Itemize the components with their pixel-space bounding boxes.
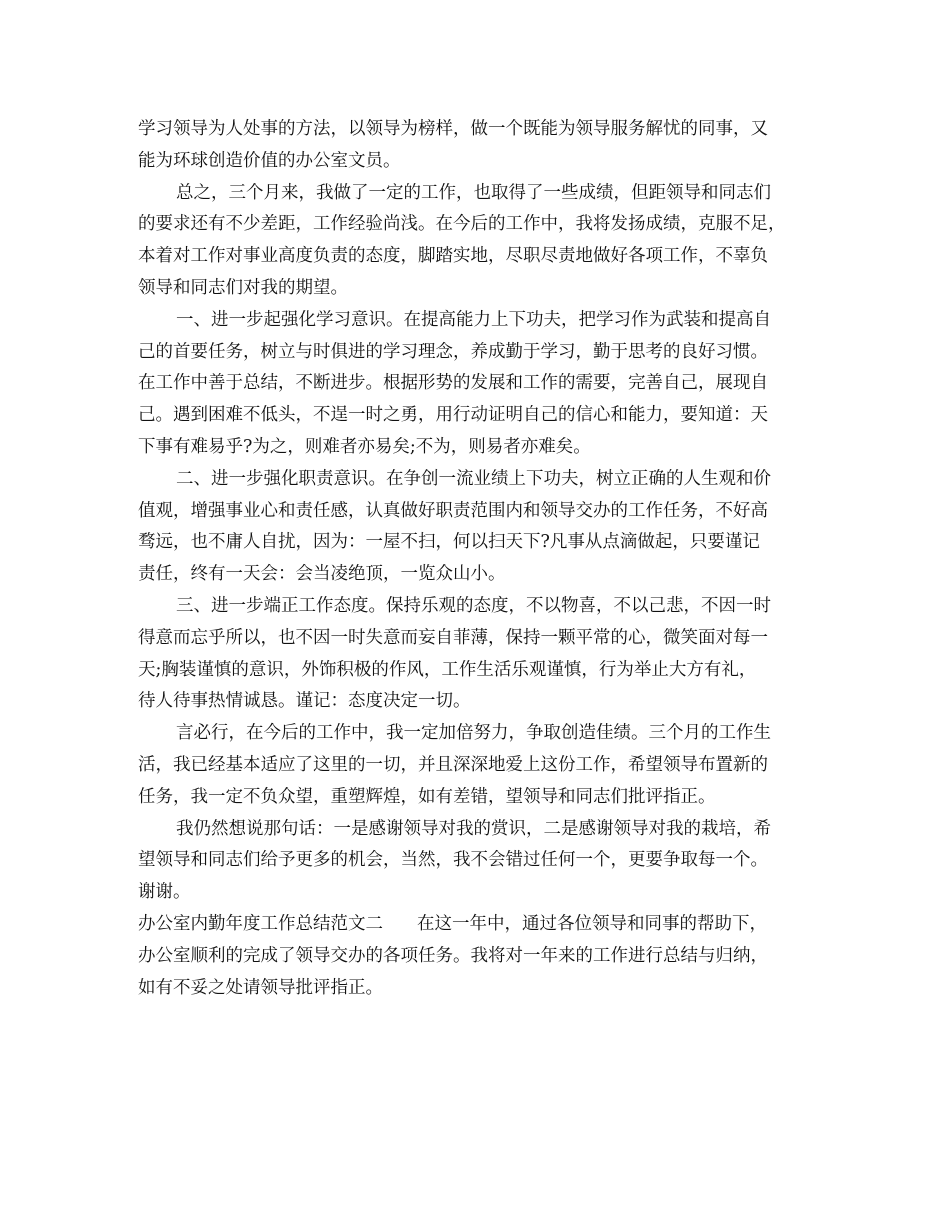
paragraph xyxy=(138,718,828,813)
text-line: 我仍然想说那句话：一是感谢领导对我的赏识，二是感谢领导对我的栽培，希 xyxy=(176,818,771,839)
text-line: 谢谢。 xyxy=(138,882,191,903)
text-line: 骛远，也不庸人自扰，因为：一屋不扫，何以扫天下?凡事从点滴做起，只要谨记 xyxy=(138,532,760,553)
text-line: 活，我已经基本适应了这里的一切，并且深深地爱上这份工作，希望领导布置新的 xyxy=(138,754,768,775)
text-line: 的要求还有不少差距，工作经验尚浅。在今后的工作中，我将发扬成绩，克服不足， xyxy=(138,214,786,235)
section-title: 办公室内勤年度工作总结范文二 xyxy=(138,913,383,934)
text-line: 办公室顺利的完成了领导交办的各项任务。我将对一年来的工作进行总结与归纳， xyxy=(138,945,768,966)
text-line: 本着对工作对事业高度负责的态度，脚踏实地，尽职尽责地做好各项工作，不辜负 xyxy=(138,246,768,267)
text-line: 望领导和同志们给予更多的机会，当然，我不会错过任何一个，更要争取每一个。 xyxy=(138,850,768,871)
text-line: 责任，终有一天会：会当凌绝顶，一览众山小。 xyxy=(138,564,506,585)
text-line: 任务，我一定不负众望，重塑辉煌，如有差错，望领导和同志们批评指正。 xyxy=(138,786,716,807)
text-line: 下事有难易乎?为之，则难者亦易矣;不为，则易者亦难矣。 xyxy=(138,436,591,457)
text-line: 在工作中善于总结，不断进步。根据形势的发展和工作的需要，完善自己，展现自 xyxy=(138,373,768,394)
text-fragment: 在这一年中，通过各位领导和同事的帮助下， xyxy=(417,913,767,934)
text-line: 一、进一步起强化学习意识。在提高能力上下功夫，把学习作为武装和提高自 xyxy=(176,309,771,330)
text-line: 己的首要任务，树立与时俱进的学习理念，养成勤于学习，勤于思考的良好习惯。 xyxy=(138,341,768,362)
paragraph xyxy=(138,114,828,178)
text-line: 值观，增强事业心和责任感，认真做好职责范围内和领导交办的工作任务，不好高 xyxy=(138,500,768,521)
text-line: 言必行，在今后的工作中，我一定加倍努力，争取创造佳绩。三个月的工作生 xyxy=(176,723,771,744)
paragraph xyxy=(138,591,828,718)
text-line: 二、进一步强化职责意识。在争创一流业绩上下功夫，树立正确的人生观和价 xyxy=(176,468,771,489)
section-heading-paragraph xyxy=(138,909,828,1004)
paragraph xyxy=(138,814,828,909)
text-line: 能为环球创造价值的办公室文员。 xyxy=(138,150,401,171)
text-line: 得意而忘乎所以，也不因一时失意而妄自菲薄，保持一颗平常的心，微笑面对每一 xyxy=(138,627,768,648)
paragraph xyxy=(138,305,828,464)
text-line: 学习领导为人处事的方法，以领导为榜样，做一个既能为领导服务解忧的同事，又 xyxy=(138,119,768,139)
text-line: 如有不妥之处请领导批评指正。 xyxy=(138,977,383,998)
paragraph xyxy=(138,178,828,305)
text-line: 待人待事热情诚恳。谨记：态度决定一切。 xyxy=(138,691,471,712)
text-line: 天;胸装谨慎的意识，外饰积极的作风，工作生活乐观谨慎，行为举止大方有礼， xyxy=(138,659,757,680)
text-line: 总之，三个月来，我做了一定的工作，也取得了一些成绩，但距领导和同志们 xyxy=(176,182,771,203)
text-line: 三、进一步端正工作态度。保持乐观的态度，不以物喜，不以己悲，不因一时 xyxy=(176,595,771,616)
document-body xyxy=(138,114,828,1004)
text-line: 己。遇到困难不低头，不逞一时之勇，用行动证明自己的信心和能力，要知道：天 xyxy=(138,405,768,426)
text-line: 领导和同志们对我的期望。 xyxy=(138,277,348,298)
heading-line xyxy=(138,909,828,941)
paragraph xyxy=(138,464,828,591)
